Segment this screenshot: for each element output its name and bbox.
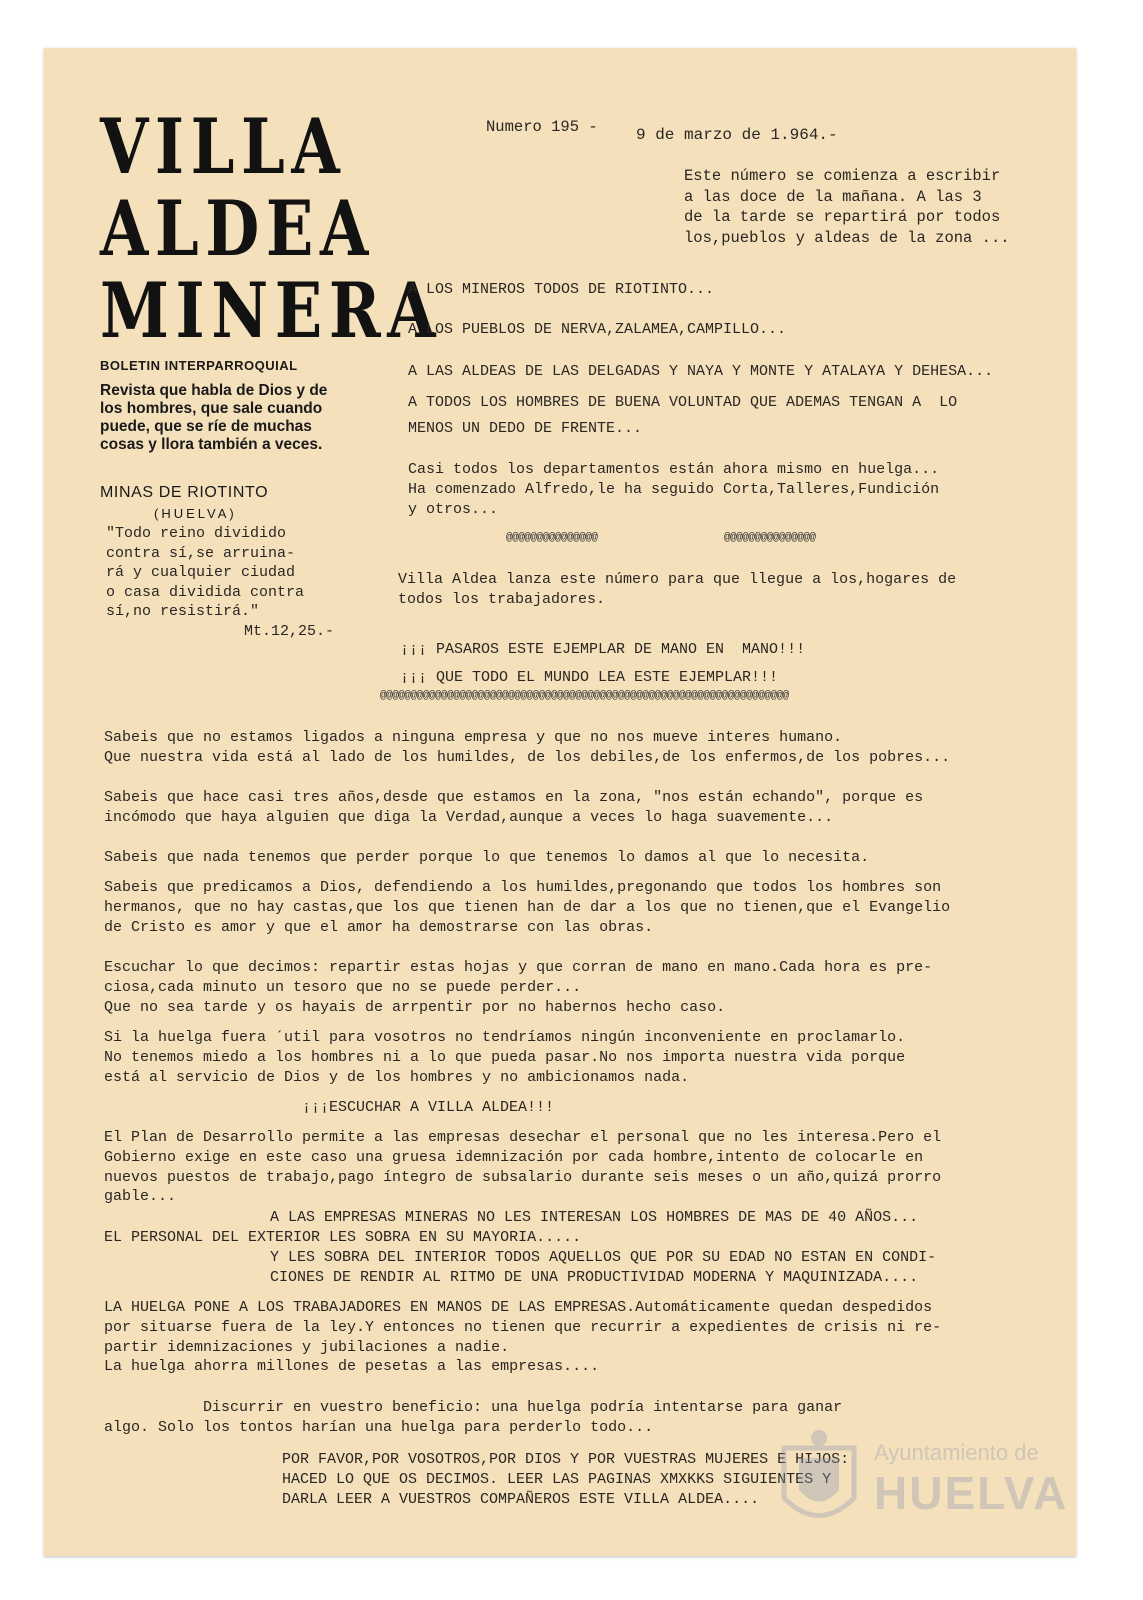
watermark-line1: Ayuntamiento de — [874, 1440, 1039, 1465]
caps-line: A LAS EMPRESAS MINERAS NO LES INTERESAN LOS HOMBRES DE MAS DE 40 AÑOS... — [270, 1209, 919, 1226]
plan-paragraph: El Plan de Desarrollo permite a las empresas desechar el personal que no les interesa.Pero el Gobierno exige en este caso una gruesa idemnización por cada hombre,intento de colocarle en nuevos puestos de trabajo,pago íntegro de subsalario durante seis meses o un año,quizá prorro gable... — [104, 1129, 942, 1206]
discurrir-paragraph: Discurrir en vuestro beneficio: una huelga podría intentarse para ganar algo. Solo los tontos harían una huelga para perderlo todo... — [104, 1399, 843, 1436]
body-paragraph: Si la huelga fuera ´util para vosotros no tendríamos ningún inconveniente en proclamarlo. No tenemos miedo a los hombres ni a lo que pueda pasar.No nos importa nuestra vida porque está al servicio de Dios y de los hombres y no ambicionamos nada. — [104, 1029, 906, 1086]
separator-left: @@@@@@@@@@@@@@@ — [506, 532, 598, 544]
strike-note: Casi todos los departamentos están ahora mismo en huelga... Ha comenzado Alfredo,le ha seguido Corta,Talleres,Fundición y otros... — [408, 461, 940, 518]
masthead-villa: VILLA — [100, 102, 347, 191]
issue-date: 9 de marzo de 1.964.- — [636, 126, 838, 144]
masthead-description: Revista que habla de Dios y de los hombres, que sale cuando puede, que se ríe de muchas cosas y llora también a veces. — [100, 382, 328, 453]
body-paragraph: Sabeis que hace casi tres años,desde que estamos en la zona, "nos están echando", porque es incómodo que haya alguien que diga la Verdad,aunque a veces lo haga suavemente... — [104, 789, 924, 826]
bible-quote-ref: Mt.12,25.- — [243, 622, 334, 640]
boletin-label: BOLETIN INTERPARROQUIAL — [100, 358, 298, 373]
minas-label: MINAS DE RIOTINTO — [100, 484, 269, 501]
issue-intro: Este número se comienza a escribir a las doce de la mañana. A las 3 de la tarde se repartirá por todos los,pueblos y aldeas de la zona ... — [684, 167, 1010, 247]
address-line: A LOS MINEROS TODOS DE RIOTINTO... — [408, 281, 715, 298]
masthead — [100, 102, 443, 355]
body-paragraph: Escuchar lo que decimos: repartir estas hojas y que corran de mano en mano.Cada hora es pre- ciosa,cada minuto un tesoro que no se puede perder... Que no sea tarde y os hayais de arrpentir por no habernos hecho caso. — [104, 959, 933, 1016]
caps-line: Y LES SOBRA DEL INTERIOR TODOS AQUELLOS QUE POR SU EDAD NO ESTAN EN CONDI- CIONES DE RENDIR AL RITMO DE UNA PRODUCTIVIDAD MODERNA Y MAQUINIZADA.... — [270, 1249, 937, 1286]
masthead-minera: MINERA — [100, 266, 443, 355]
body-paragraph: Sabeis que predicamos a Dios, defendiendo a los humildes,pregonando que todos los hombres son hermanos, que no hay castas,que los que tienen han de dar a los que no tienen,que el Evangelio de Cristo es amor y que el amor ha demostrarse con las obras. — [104, 879, 951, 936]
huelva-label: (HUELVA) — [154, 506, 237, 521]
issue-number: Numero 195 - — [486, 118, 598, 136]
body-paragraph: Sabeis que nada tenemos que perder porque lo que tenemos lo damos al que lo necesita. — [104, 849, 870, 866]
separator-long: @@@@@@@@@@@@@@@@@@@@@@@@@@@@@@@@@@@@@@@@@@@@@@@@@@@@@@@@@@@@@@@@@@@ — [380, 690, 789, 702]
escuchar-heading: ¡¡¡ESCUCHAR A VILLA ALDEA!!! — [302, 1099, 555, 1116]
separator-right: @@@@@@@@@@@@@@@ — [724, 532, 816, 544]
address-line: A LOS PUEBLOS DE NERVA,ZALAMEA,CAMPILLO... — [408, 321, 787, 338]
address-line: A LAS ALDEAS DE LAS DELGADAS Y NAYA Y MONTE Y ATALAYA Y DEHESA... — [408, 363, 994, 380]
call-pass: ¡¡¡ PASAROS ESTE EJEMPLAR DE MANO EN MANO!!! — [400, 641, 806, 658]
closing-paragraph: POR FAVOR,POR VOSOTROS,POR DIOS Y POR VUESTRAS MUJERES E HACED LO QUE OS DECIMOS. LEER LAS PAGINAS XMXKKS SIGUIENTES DARLA LEER A VUESTROS COMPAÑEROS ESTE VILLA ALDEA.... — [282, 1451, 814, 1508]
masthead-aldea: ALDEA — [100, 184, 375, 273]
body-paragraph: Sabeis que no estamos ligados a ninguna empresa y que no nos mueve interes humano. Que nuestra vida está al lado de los humildes, de los debiles,de los enfermos,de los pobres... — [104, 729, 951, 766]
bible-quote — [106, 524, 346, 641]
watermark-line2: HUELVA — [874, 1467, 1069, 1519]
call-read: ¡¡¡ QUE TODO EL MUNDO LEA ESTE EJEMPLAR!!! — [400, 669, 779, 686]
huelga-paragraph: LA HUELGA PONE A LOS TRABAJADORES EN MANOS DE LAS EMPRESAS.Automáticamente quedan despedidos por situarse fuera de la ley.Y entonces no tienen que recurrir a expedientes de crisis ni re- partir idemnizaciones y jubilaciones a nadie. La huelga ahorra millones de pesetas a las empresas.... — [104, 1299, 942, 1376]
launch-text: Villa Aldea lanza este número para que llegue a los,hogares de todos los trabajadores. — [398, 571, 957, 608]
bible-quote-text: "Todo reino dividido contra sí,se arruina- rá y cualquier ciudad o casa dividida contra sí,no resistirá." — [106, 525, 305, 620]
crest-icon — [774, 1428, 864, 1538]
watermark — [764, 1428, 1069, 1538]
document-page — [44, 48, 1076, 1556]
caps-line: EL PERSONAL DEL EXTERIOR LES SOBRA EN SU MAYORIA..... — [104, 1229, 582, 1246]
address-line: A TODOS LOS HOMBRES DE BUENA VOLUNTAD QUE ADEMAS TENGAN A LO MENOS UN DEDO DE FRENTE... — [408, 394, 958, 437]
